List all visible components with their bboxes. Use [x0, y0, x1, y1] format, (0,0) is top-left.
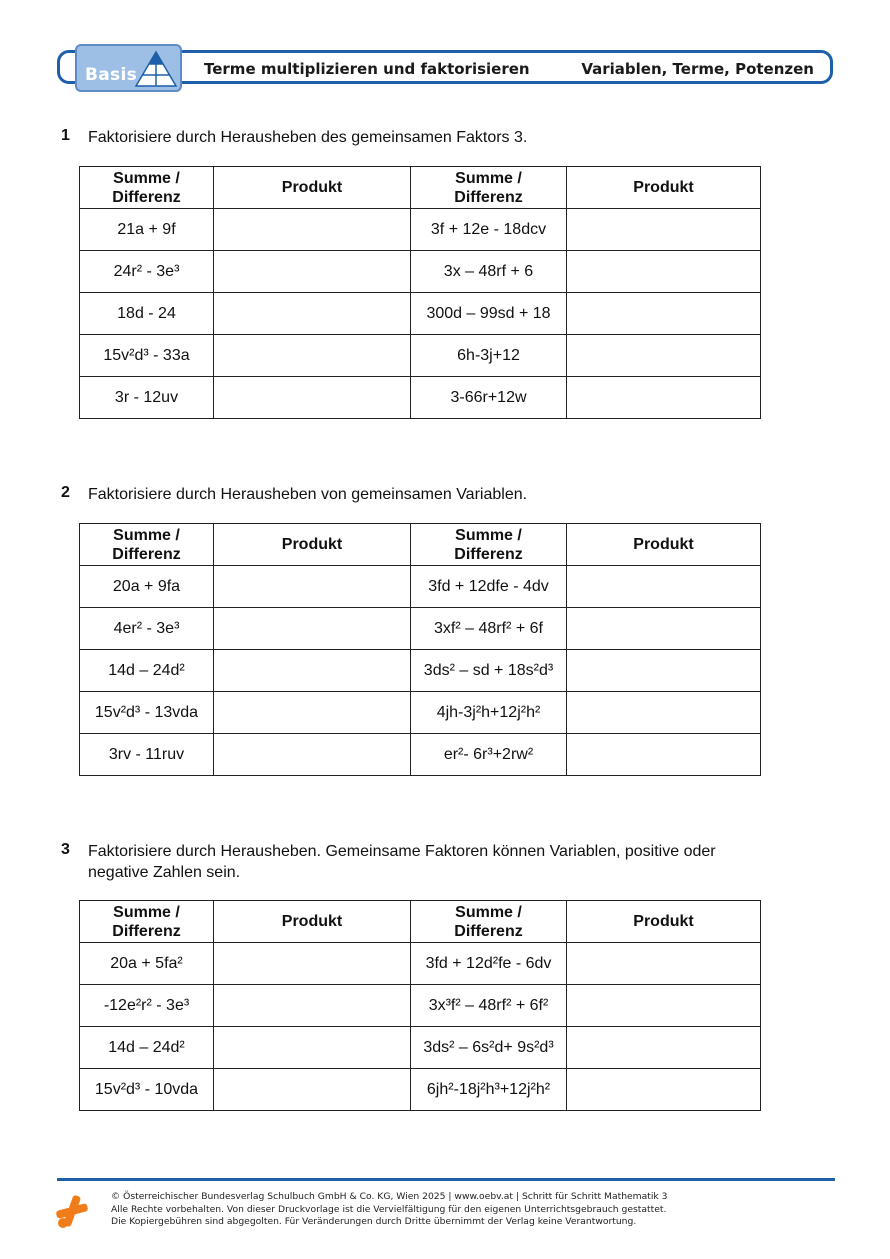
answer-cell[interactable]: [567, 566, 761, 608]
term-cell: 3f + 12e - 18dcv: [411, 209, 567, 251]
answer-cell[interactable]: [214, 209, 411, 251]
answer-cell[interactable]: [214, 293, 411, 335]
term-cell: 18d - 24: [80, 293, 214, 335]
triangle-level-icon: [134, 50, 178, 88]
term-cell: 20a + 9fa: [80, 566, 214, 608]
header-sum-difference: Summe / Differenz: [411, 167, 567, 209]
answer-cell[interactable]: [214, 251, 411, 293]
exercise-1-instruction: Faktorisiere durch Herausheben des gemeinsamen Faktors 3.: [88, 129, 528, 146]
answer-cell[interactable]: [214, 335, 411, 377]
header-sum-difference: Summe / Differenz: [80, 524, 214, 566]
term-cell: 15v²d³ - 13vda: [80, 692, 214, 734]
table-row: [80, 608, 761, 650]
term-cell: er²- 6r³+2rw²: [411, 734, 567, 776]
term-cell: 6jh²-18j²h³+12j²h²: [411, 1069, 567, 1111]
header-product: Produkt: [567, 524, 761, 566]
table-row: [80, 377, 761, 419]
term-cell: -12e²r² - 3e³: [80, 985, 214, 1027]
answer-cell[interactable]: [214, 377, 411, 419]
term-cell: 300d – 99sd + 18: [411, 293, 567, 335]
instruction-line: negative Zahlen sein.: [88, 864, 241, 881]
exercise-3-number: 3: [61, 841, 70, 858]
term-cell: 6h-3j+12: [411, 335, 567, 377]
table-row: [80, 209, 761, 251]
table-row: [80, 566, 761, 608]
answer-cell[interactable]: [567, 1027, 761, 1069]
answer-cell[interactable]: [214, 608, 411, 650]
footer-copyright: [111, 1191, 668, 1229]
worksheet-topic: Variablen, Terme, Potenzen: [581, 60, 814, 78]
basis-label: Basis: [85, 65, 137, 85]
term-cell: 21a + 9f: [80, 209, 214, 251]
header-product: Produkt: [567, 901, 761, 943]
table-row: [80, 650, 761, 692]
table-row: [80, 1069, 761, 1111]
table-row: [80, 1027, 761, 1069]
exercise-2-instruction: Faktorisiere durch Herausheben von gemeinsamen Variablen.: [88, 486, 528, 503]
term-cell: 20a + 5fa²: [80, 943, 214, 985]
answer-cell[interactable]: [214, 650, 411, 692]
term-cell: 3xf² – 48rf² + 6f: [411, 608, 567, 650]
header-product: Produkt: [214, 524, 411, 566]
exercise-2-number: 2: [61, 484, 70, 501]
header-product: Produkt: [214, 901, 411, 943]
basis-badge: [75, 44, 182, 92]
answer-cell[interactable]: [567, 985, 761, 1027]
footer-line: Die Kopiergebühren sind abgegolten. Für Veränderungen durch Dritte übernimmt der Verlag keine Verantwortung.: [111, 1216, 637, 1227]
header-product: Produkt: [567, 167, 761, 209]
answer-cell[interactable]: [567, 209, 761, 251]
table-header-row: [80, 524, 761, 566]
answer-cell[interactable]: [567, 608, 761, 650]
term-cell: 3r - 12uv: [80, 377, 214, 419]
table-row: [80, 251, 761, 293]
answer-cell[interactable]: [214, 734, 411, 776]
answer-cell[interactable]: [567, 251, 761, 293]
answer-cell[interactable]: [567, 692, 761, 734]
term-cell: 3fd + 12dfe - 4dv: [411, 566, 567, 608]
exercise-2-table: [79, 523, 761, 776]
exercise-3-instruction: [88, 841, 808, 883]
term-cell: 3x – 48rf + 6: [411, 251, 567, 293]
footer-divider: [57, 1178, 835, 1181]
term-cell: 15v²d³ - 10vda: [80, 1069, 214, 1111]
term-cell: 4jh-3j²h+12j²h²: [411, 692, 567, 734]
term-cell: 24r² - 3e³: [80, 251, 214, 293]
header-sum-difference: Summe / Differenz: [411, 524, 567, 566]
table-row: [80, 692, 761, 734]
term-cell: 14d – 24d²: [80, 1027, 214, 1069]
instruction-line: Faktorisiere durch Herausheben. Gemeinsame Faktoren können Variablen, positive oder: [88, 843, 716, 860]
term-cell: 14d – 24d²: [80, 650, 214, 692]
answer-cell[interactable]: [214, 692, 411, 734]
answer-cell[interactable]: [214, 985, 411, 1027]
table-row: [80, 734, 761, 776]
publisher-logo-icon: [54, 1193, 90, 1229]
exercise-3-table: [79, 900, 761, 1111]
term-cell: 3ds² – 6s²d+ 9s²d³: [411, 1027, 567, 1069]
answer-cell[interactable]: [214, 566, 411, 608]
answer-cell[interactable]: [567, 293, 761, 335]
footer-line: © Österreichischer Bundesverlag Schulbuch GmbH & Co. KG, Wien 2025 | www.oebv.at | Schritt für Schritt Mathematik 3: [111, 1191, 668, 1202]
answer-cell[interactable]: [567, 335, 761, 377]
header-sum-difference: Summe / Differenz: [411, 901, 567, 943]
answer-cell[interactable]: [214, 943, 411, 985]
answer-cell[interactable]: [567, 943, 761, 985]
table-row: [80, 293, 761, 335]
answer-cell[interactable]: [567, 1069, 761, 1111]
table-header-row: [80, 167, 761, 209]
table-row: [80, 985, 761, 1027]
worksheet-title: Terme multiplizieren und faktorisieren: [204, 60, 530, 78]
term-cell: 15v²d³ - 33a: [80, 335, 214, 377]
term-cell: 3rv - 11ruv: [80, 734, 214, 776]
header-sum-difference: Summe / Differenz: [80, 167, 214, 209]
term-cell: 4er² - 3e³: [80, 608, 214, 650]
term-cell: 3fd + 12d²fe - 6dv: [411, 943, 567, 985]
term-cell: 3-66r+12w: [411, 377, 567, 419]
header-product: Produkt: [214, 167, 411, 209]
answer-cell[interactable]: [567, 377, 761, 419]
table-row: [80, 943, 761, 985]
footer-line: Alle Rechte vorbehalten. Von dieser Druckvorlage ist die Vervielfältigung für den eigenen Unterrichtsgebrauch gestattet.: [111, 1203, 667, 1215]
term-cell: 3ds² – sd + 18s²d³: [411, 650, 567, 692]
answer-cell[interactable]: [214, 1027, 411, 1069]
term-cell: 3x³f² – 48rf² + 6f²: [411, 985, 567, 1027]
answer-cell[interactable]: [567, 650, 761, 692]
table-header-row: [80, 901, 761, 943]
answer-cell[interactable]: [214, 1069, 411, 1111]
exercise-1-table: [79, 166, 761, 419]
header-sum-difference: Summe / Differenz: [80, 901, 214, 943]
table-row: [80, 335, 761, 377]
answer-cell[interactable]: [567, 734, 761, 776]
exercise-1-number: 1: [61, 127, 70, 144]
